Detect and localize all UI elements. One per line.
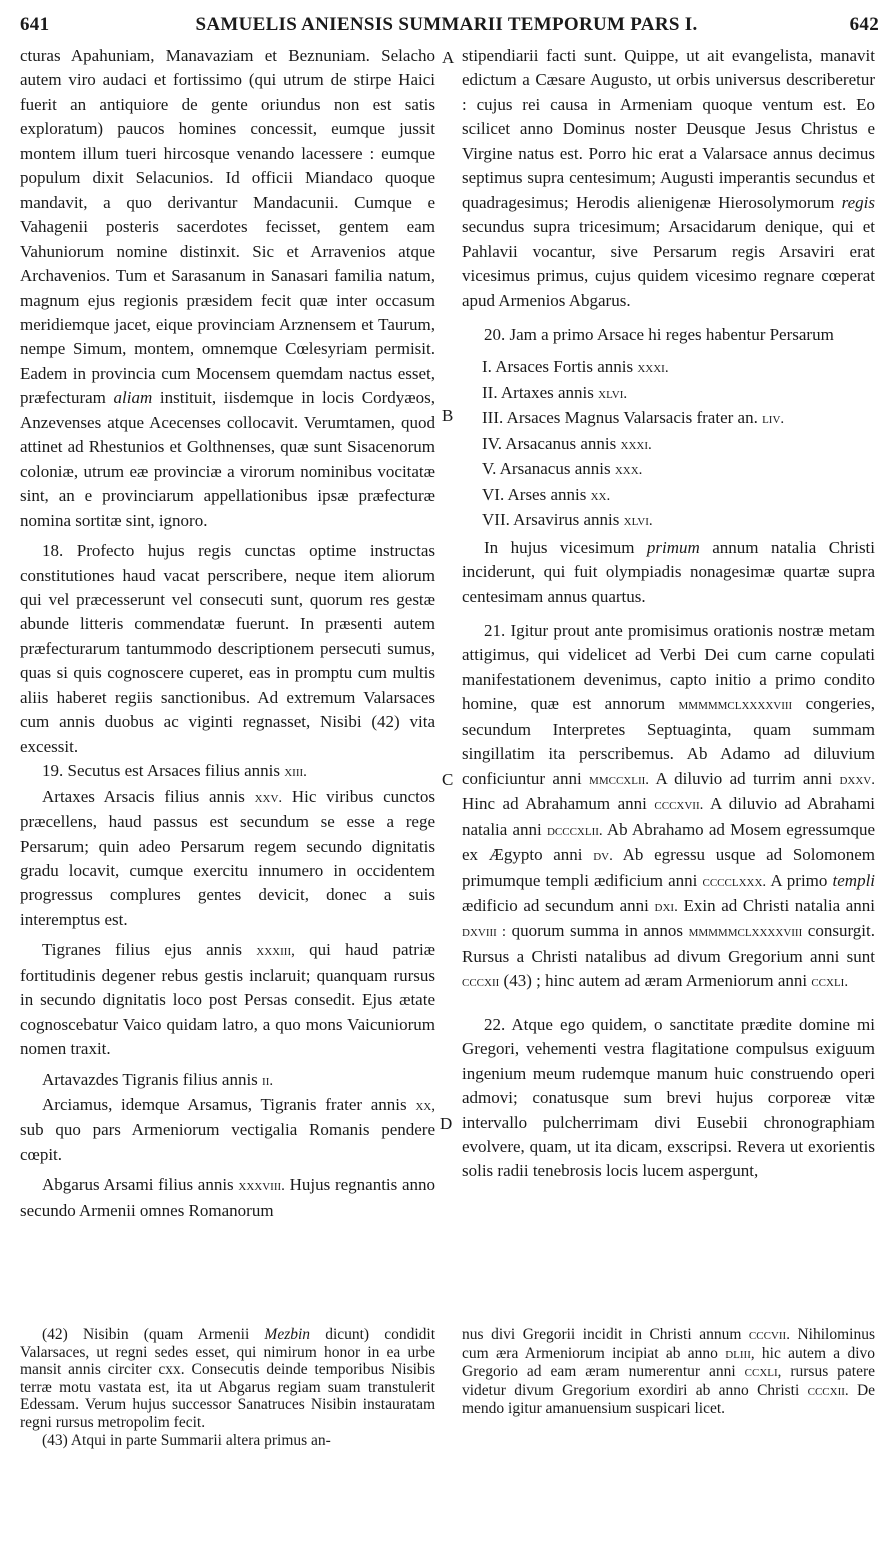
paragraph-arciamus: Arciamus, idemque Arsamus, Tigranis frater annis xx, sub quo pars Armeniorum vectigalia Romanis pendere cœpit. (20, 1095, 435, 1164)
list-item: II. Artaxes annis xlvi. (482, 382, 628, 402)
paragraph-artaxes: Artaxes Arsacis filius annis xxv. Hic viribus cunctos præcellens, haud passus est secundum se esse a rege Persarum; quin adeo Persarum regem secundo dignitatis gradu locavit, cumque exercitu innumero in occidentem progressus complures gentes devicit, donec a suis interemptus est. (20, 786, 436, 929)
paragraph-17-continued: cturas Apahuniam, Manavaziam et Beznuniam. Selacho autem viro audaci et fortissimo (qui utrum de stirpe Haici fuerit an antiquiore de gente oriundus non est satis exploratum) paucos homines concessit, eumque jussit montem illum tueri hircosque venando lacessere : eumque populum dixit Selacunios. Id officii Miandaco quoque mandavit, a quo derivantur Mandacunii. Cumque e Vahagenii posteris sacerdotes fecisset, gentem eam Vahuniorum nomine distinxit. Sic et Arravenios atque Archavenios. Tum et Sarasanum in Sanasari familia natum, magnum ejus regionis præsidem fecit quæ inter occasum meridiemque jacet, eique provinciam Arznensem et Taurum, nempe Simum, montem, omnemque Cœlesyriam permisit. Eadem in provincia cum Mocensem quemdam nactus esset, præfecturam aliam instituit, iisdemque in locis Cordyæos, Anzevenses atque Acecenses collocavit. Verumtamen, quod attinet ad Rhestunios et Golthnenses, quæ sunt Sisacenorum coloniæ, utrum eæ provinciæ a virorum nominibus vocitatæ sint, an e provinciarum appellationibus ipsæ præfecturæ nomina sortitæ sint, ignoro. (20, 46, 435, 530)
footnotes-left (20, 1326, 435, 1449)
page-number-right: 642 (849, 14, 879, 35)
running-title: SAMUELIS ANIENSIS SUMMARII TEMPORUM PARS I. (195, 14, 698, 35)
paragraph-19-continued: stipendiarii facti sunt. Quippe, ut ait evangelista, manavit edictum a Cæsare Augusto, ut orbis universus describeretur : cujus rei causa in Armeniam quoque ventum est. Eo scilicet anno Dominus noster Deusque Jesus Christus e Virgine natus est. Porro hic erat a Valarsace annus decimus septimus supra centesimum; Augusti imperantis secundus et quadragesimus; Herodis alienigenæ Hierosolymorum regis secundus supra tricesimum; Arsacidarum denique, qui et Pahlavii vocantur, sive Persarum regis Arsaviri erat vicesimus primus, cujus quidem vicesimo regnare cœperat apud Armenios Abgarus. (462, 46, 875, 310)
list-item: VI. Arses annis xx. (482, 484, 611, 504)
paragraph-19: 19. Secutus est Arsaces filius annis xiii. (42, 761, 307, 781)
margin-marker-b: B (442, 406, 454, 425)
paragraph-21: 21. Igitur prout ante promisimus orationis nostræ metam attigimus, qui videlicet ad Verbi Dei cum carne copulati manifestationem devenimus, capto initio a primo condito homine, quæ est annorum mmmmmclxxxxviii congeries, secundum Interpretes Septuaginta, quam summam singillatim ita perscribemus. Ab Adamo ad diluvium conficiuntur anni mmccxlii. A diluvio ad turrim anni dxxv. Hinc ad Abrahamum anni cccxvii. A diluvio ad Abrahami natalia anni dcccxlii. Ab Abrahamo ad Mosem egressumque ex Ægypto anni dv. Ab egressu usque ad Solomonem primumque templi ædificium anni cccclxxx. A primo templi ædificio ad secundum anni dxi. Exin ad Christi natalia anni dxviii : quorum summa in annos mmmmmclxxxxviii consurgit. Rursus a Christi natalibus ad divum Gregorium anni sunt cccxii (43) ; hinc autem ad æram Armeniorum anni ccxli. (462, 620, 876, 991)
footnote-42: (42) Nisibin (quam Armenii Mezbin dicunt) condidit Valarsaces, ut regni sedes esset, qui nimirum honor in ea urbe mansit annis circiter cxx. Consecutis deinde temporibus Nisibis terræ motu vastata est, ita ut Abgarus regiam suam transtulerit Edessam. Verum hujus successor Sanatruces Nisibin instauratam regni rursus metropolim fecit. (20, 1326, 436, 1431)
paragraph-20: 20. Jam a primo Arsace hi reges habentur Persarum (484, 324, 834, 344)
footnote-43-continued: nus divi Gregorii incidit in Christi annum cccvii. Nihilominus cum æra Armeniorum incipiat ab anno dliii, hic autem a divo Gregorio ad eam æram numerentur anni ccxli, rursus patere videtur divum Gregorium exordiri ab anno Christi cccxii. De mendo igitur amanuensium suspicari licet. (462, 1326, 876, 1418)
paragraph-christ-nativity: In hujus vicesimum primum annum natalia Christi inciderunt, qui fuit olympiadis nonagesimæ quartæ supra centesimam annus quartus. (462, 537, 875, 606)
footnote-43: (43) Atqui in parte Summarii altera primus an- (42, 1431, 331, 1449)
page-number-left: 641 (20, 14, 50, 35)
margin-marker-d: D (440, 1114, 453, 1133)
page-header (8, 8, 885, 40)
margin-marker-c: C (442, 770, 454, 789)
list-item: IV. Arsacanus annis xxxi. (482, 433, 652, 453)
margin-marker-a: A (442, 48, 455, 67)
paragraph-tigranes: Tigranes filius ejus annis xxxiii, qui haud patriæ fortitudinis degener rebus gestis inclaruit; quanquam rursus in secundo dignitatis loco post Persas consedit. Ejus ætate cognoscebatur Vaico quidam latro, a quo mons Vaicuniorum nomen traxit. (20, 940, 436, 1059)
list-item: V. Arsanacus annis xxx. (482, 459, 643, 479)
left-text-column (20, 44, 435, 1223)
paragraph-18: 18. Profecto hujus regis cunctas optime instructas constitutiones haud vacat perscribere, neque item aliorum qui vel præcesserunt vel consecuti sunt, quorum res gestæ abunde litteris commendatæ fuerunt. In præsenti autem præfecturarum tantummodo descriptionem persecuti sumus, quas si quis cognoscere cuperet, eas in promptu cum multis aliis haberet regiis sanctionibus. Ad extremum Valarsaces cum annis duobus ac viginti regnasset, Nisibi (42) vita excessit. (20, 541, 435, 756)
list-item: VII. Arsavirus annis xlvi. (482, 510, 653, 530)
paragraph-artavazdes: Artavazdes Tigranis filius annis ii. (42, 1069, 274, 1089)
list-item: III. Arsaces Magnus Valarsacis frater an. liv. (482, 408, 785, 428)
right-text-column (462, 44, 875, 1184)
paragraph-abgarus: Abgarus Arsami filius annis xxxviii. Hujus regnantis anno secundo Armenii omnes Romanorum (20, 1175, 436, 1220)
list-item: I. Arsaces Fortis annis xxxi. (482, 357, 669, 377)
persian-kings-list (482, 355, 875, 533)
footnotes-right (462, 1326, 875, 1418)
paragraph-22: 22. Atque ego quidem, o sanctitate prædite domine mi Gregori, vehementi vestra flagitatione compulsus exiguum ingenium meum rudemque manum huic construendo operi admovi; conatusque sum brevi hujus corporeæ vitæ intervallo pulcherrimam divi Eusebii chronographiam evolvere, quam, ut ita dicam, exscripsi. Revera ut exorientis solis radii tenebrosis locis lucem aspergunt, (462, 1014, 875, 1181)
